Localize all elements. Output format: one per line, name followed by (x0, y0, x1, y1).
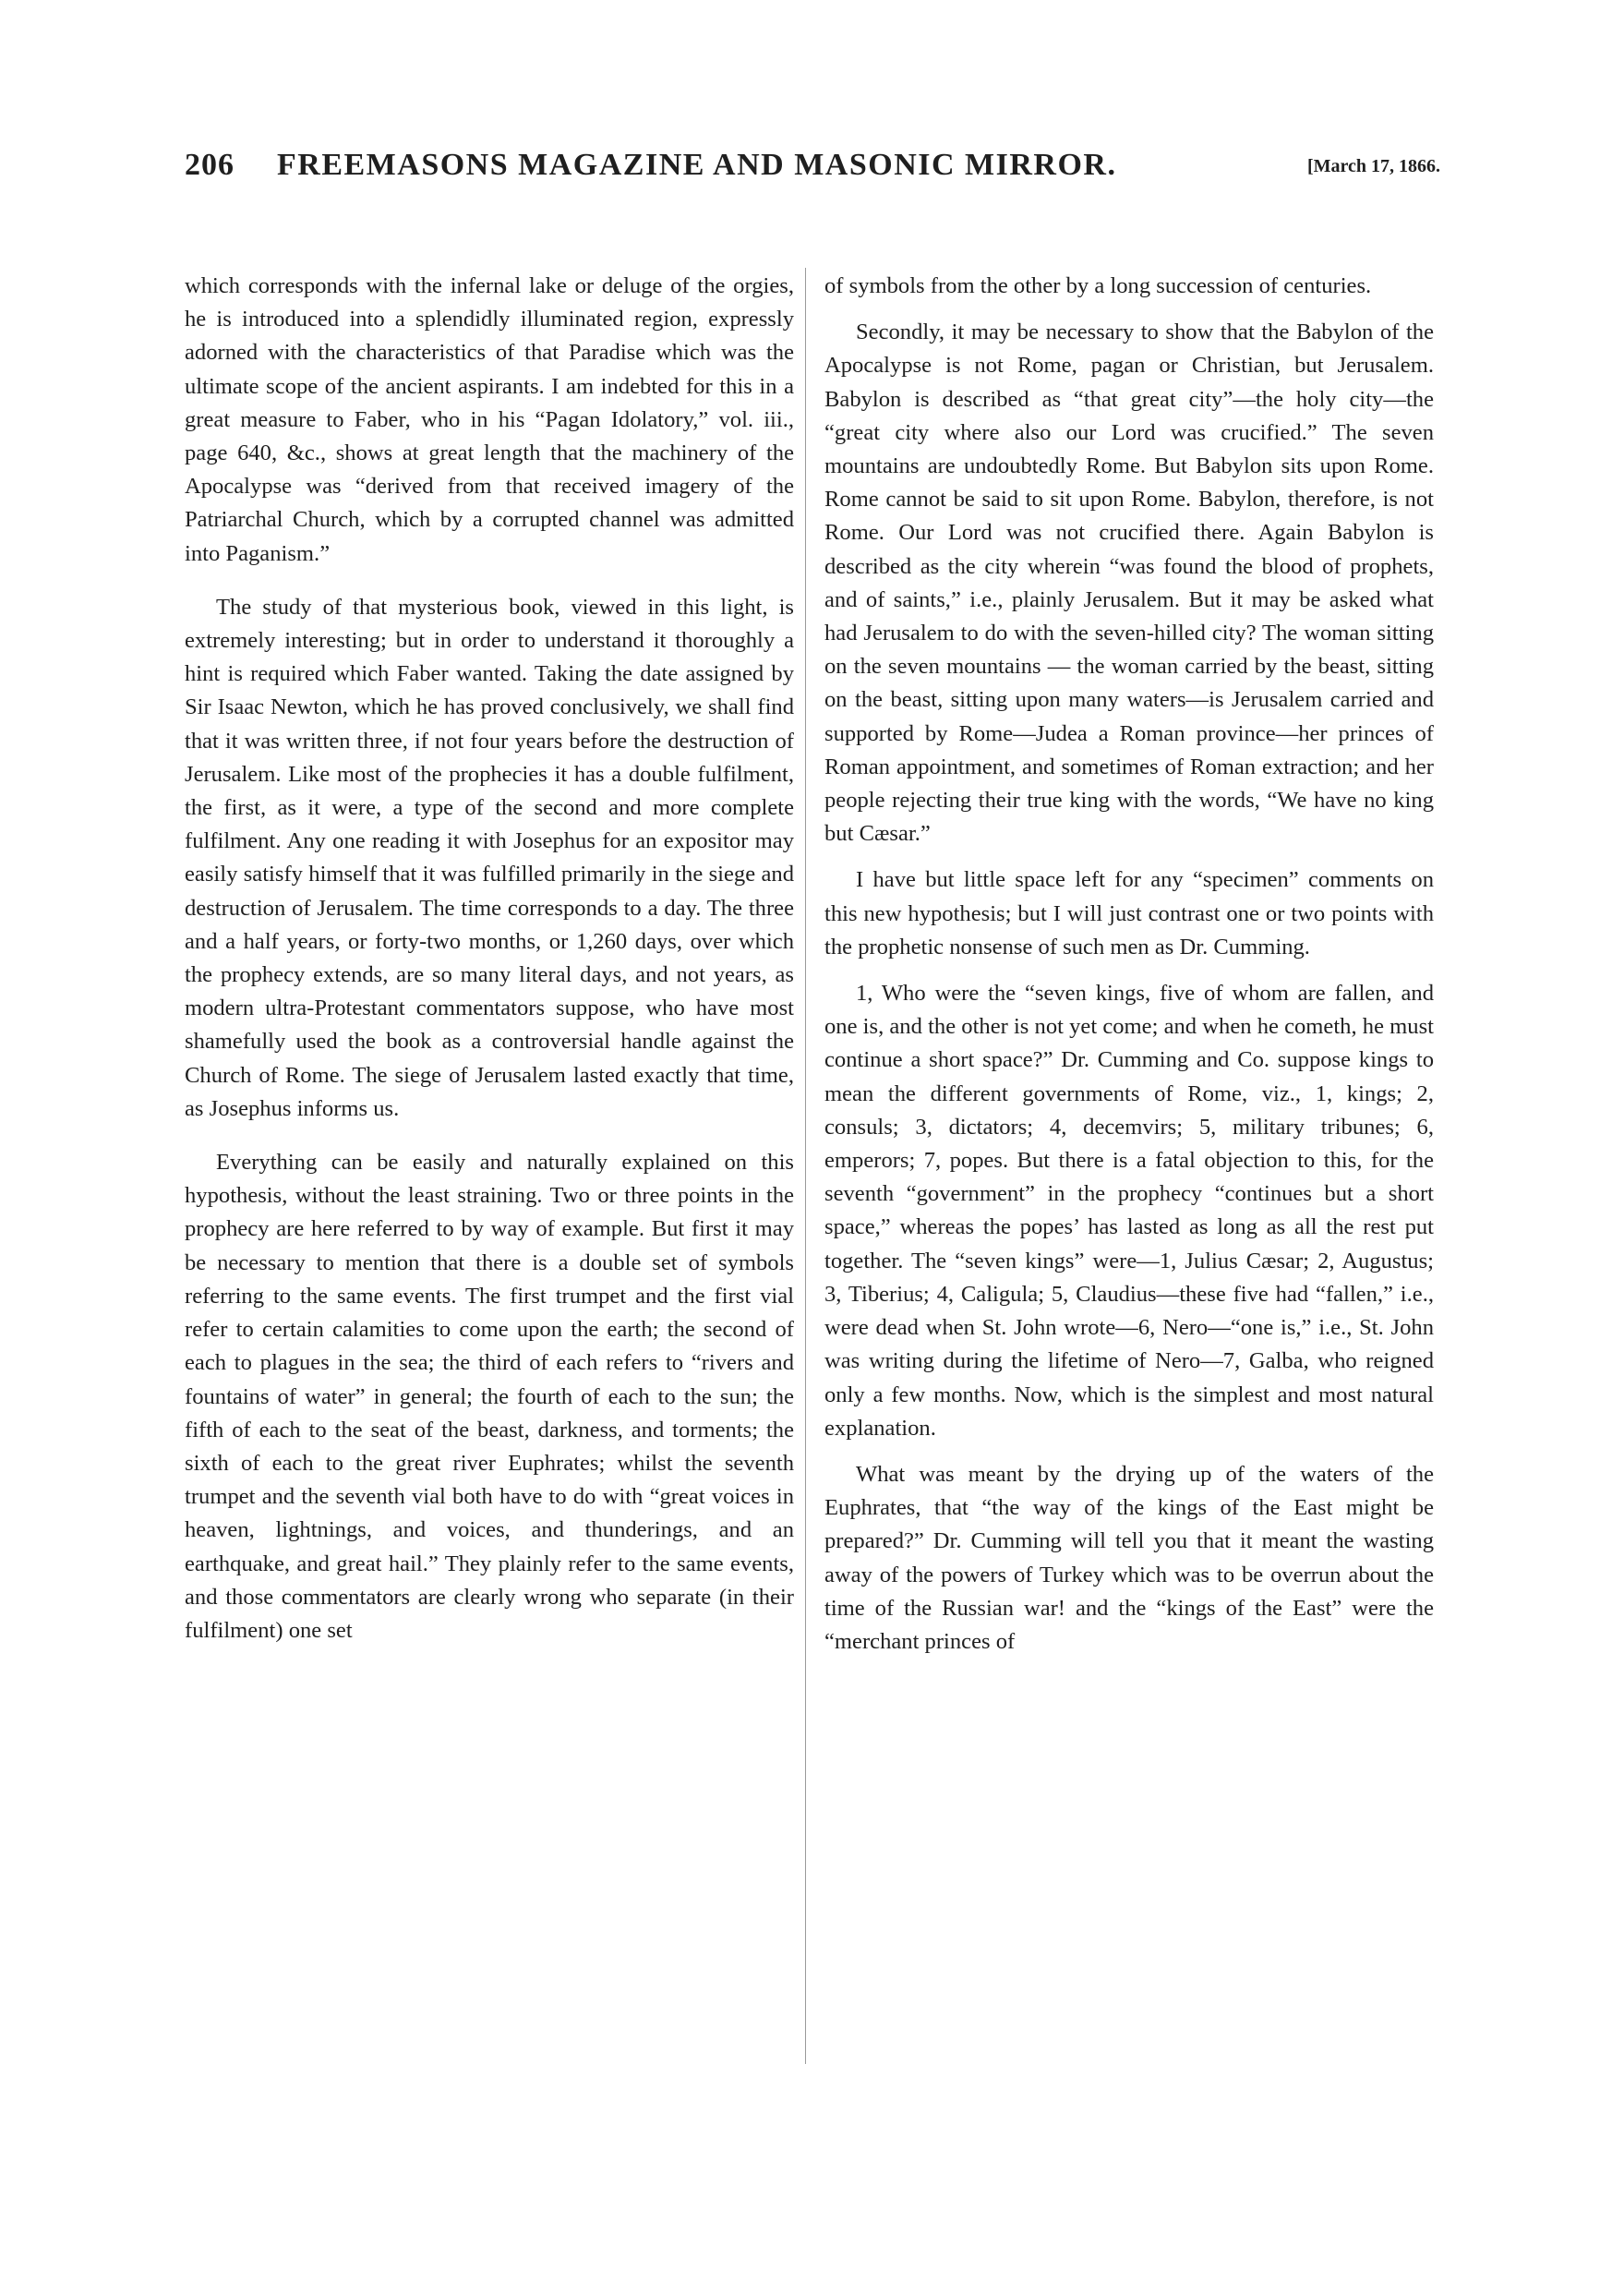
right-column (824, 270, 1434, 1672)
paragraph: which corresponds with the infernal lake or deluge of the orgies, he is introduced into a splendidly illuminated region, expressly adorned with the characteristics of that Paradise which was the ultimate scope of the ancient aspirants. I am indebted for this in a great measure to Faber, who in his “Pagan Idolatory,” vol. iii., page 640, &c., shows at great length that the machinery of the Apocalypse was “derived from that received imagery of the Patriarchal Church, which by a corrupted channel was admitted into Paganism.” (185, 273, 794, 566)
paragraph: What was meant by the drying up of the waters of the Euphrates, that “the way of the kings of the East might be prepared?” Dr. Cumming will tell you that it meant the wasting away of the powers of Turkey which was to be overrun about the time of the Russian war! and the “kings of the East” were the “merchant princes of (824, 1461, 1434, 1654)
running-header (185, 148, 1440, 203)
paragraph: The study of that mysterious book, viewed in this light, is extremely interesting; but in order to understand it thoroughly a hint is required which Faber wanted. Taking the date assigned by Sir Isaac Newton, which he has proved conclusively, we shall find that it was written three, if not four years before the destruction of Jerusalem. Like most of the prophecies it has a double fulfilment, the first, as it were, a type of the second and more complete fulfilment. Any one reading it with Josephus for an expositor may easily satisfy himself that it was fulfilled primarily in the siege and destruction of Jerusalem. The time corresponds to a day. The three and a half years, or forty-two months, or 1,260 days, over which the prophecy extends, are so many literal days, and not years, as modern ultra-Protestant commentators suppose, who have most shamefully used the book as a controversial handle against the Church of Rome. The siege of Jerusalem lasted exactly that time, as Josephus informs us. (185, 594, 794, 1121)
column-divider (805, 268, 806, 2064)
page-number: 206 (185, 148, 235, 182)
issue-date: [March 17, 1866. (1306, 156, 1440, 176)
paragraph: of symbols from the other by a long succession of centuries. (824, 273, 1372, 298)
paragraph: Secondly, it may be necessary to show that the Babylon of the Apocalypse is not Rome, pagan or Christian, but Jerusalem. Babylon is described as “that great city”—the holy city—the “great city where also our Lord was crucified.” The seven mountains are undoubtedly Rome. But Babylon sits upon Rome. Rome cannot be said to sit upon Rome. Babylon, therefore, is not Rome. Our Lord was not crucified there. Again Babylon is described as the city wherein “was found the blood of prophets, and of saints,” i.e., plainly Jerusalem. But it may be asked what had Jerusalem to do with the seven-hilled city? The woman sitting on the seven mountains — the woman carried by the beast, sitting on the beast, sitting upon many waters—is Jerusalem carried and supported by Rome—Judea a Roman province—her princes of Roman appointment, and sometimes of Roman extraction; and her people rejecting their true king with the words, “We have no king but Cæsar.” (824, 320, 1434, 847)
paragraph: I have but little space left for any “specimen” comments on this new hypothesis; but I will just contrast one or two points with the prophetic nonsense of such men as Dr. Cumming. (824, 867, 1434, 959)
left-column (185, 270, 794, 1660)
paragraph: Everything can be easily and naturally explained on this hypothesis, without the least straining. Two or three points in the prophecy are here referred to by way of example. But first it may be necessary to mention that there is a double set of symbols referring to the same events. The first trumpet and the first vial refer to certain calamities to come upon the earth; the second of each to plagues in the sea; the third of each refers to “rivers and fountains of water” in general; the fourth of each to the sun; the fifth of each to the seat of the beast, darkness, and torments; the sixth of each to the great river Euphrates; whilst the seventh trumpet and the seventh vial both have to do with “great voices in heaven, lightnings, and voices, and thunderings, and an earthquake, and great hail.” They plainly refer to the same events, and those commentators are clearly wrong who separate (in their fulfilment) one set (185, 1150, 794, 1643)
running-title: FREEMASONS MAGAZINE AND MASONIC MIRROR. (277, 148, 1117, 182)
paragraph: 1, Who were the “seven kings, five of whom are fallen, and one is, and the other is not yet come; and when he cometh, he must continue a short space?” Dr. Cumming and Co. suppose kings to mean the different governments of Rome, viz., 1, kings; 2, consuls; 3, dictators; 4, decemvirs; 5, military tribunes; 6, emperors; 7, popes. But there is a fatal objection to this, for the seventh “government” in the prophecy “continues but a short space,” whereas the popes’ has lasted as long as all the rest put together. The “seven kings” were—1, Julius Cæsar; 2, Augustus; 3, Tiberius; 4, Caligula; 5, Claudius—these five had “fallen,” i.e., were dead when St. John wrote—6, Nero—“one is,” i.e., St. John was writing during the lifetime of Nero—7, Galba, who reigned only a few months. Now, which is the simplest and most natural explanation. (824, 981, 1434, 1441)
